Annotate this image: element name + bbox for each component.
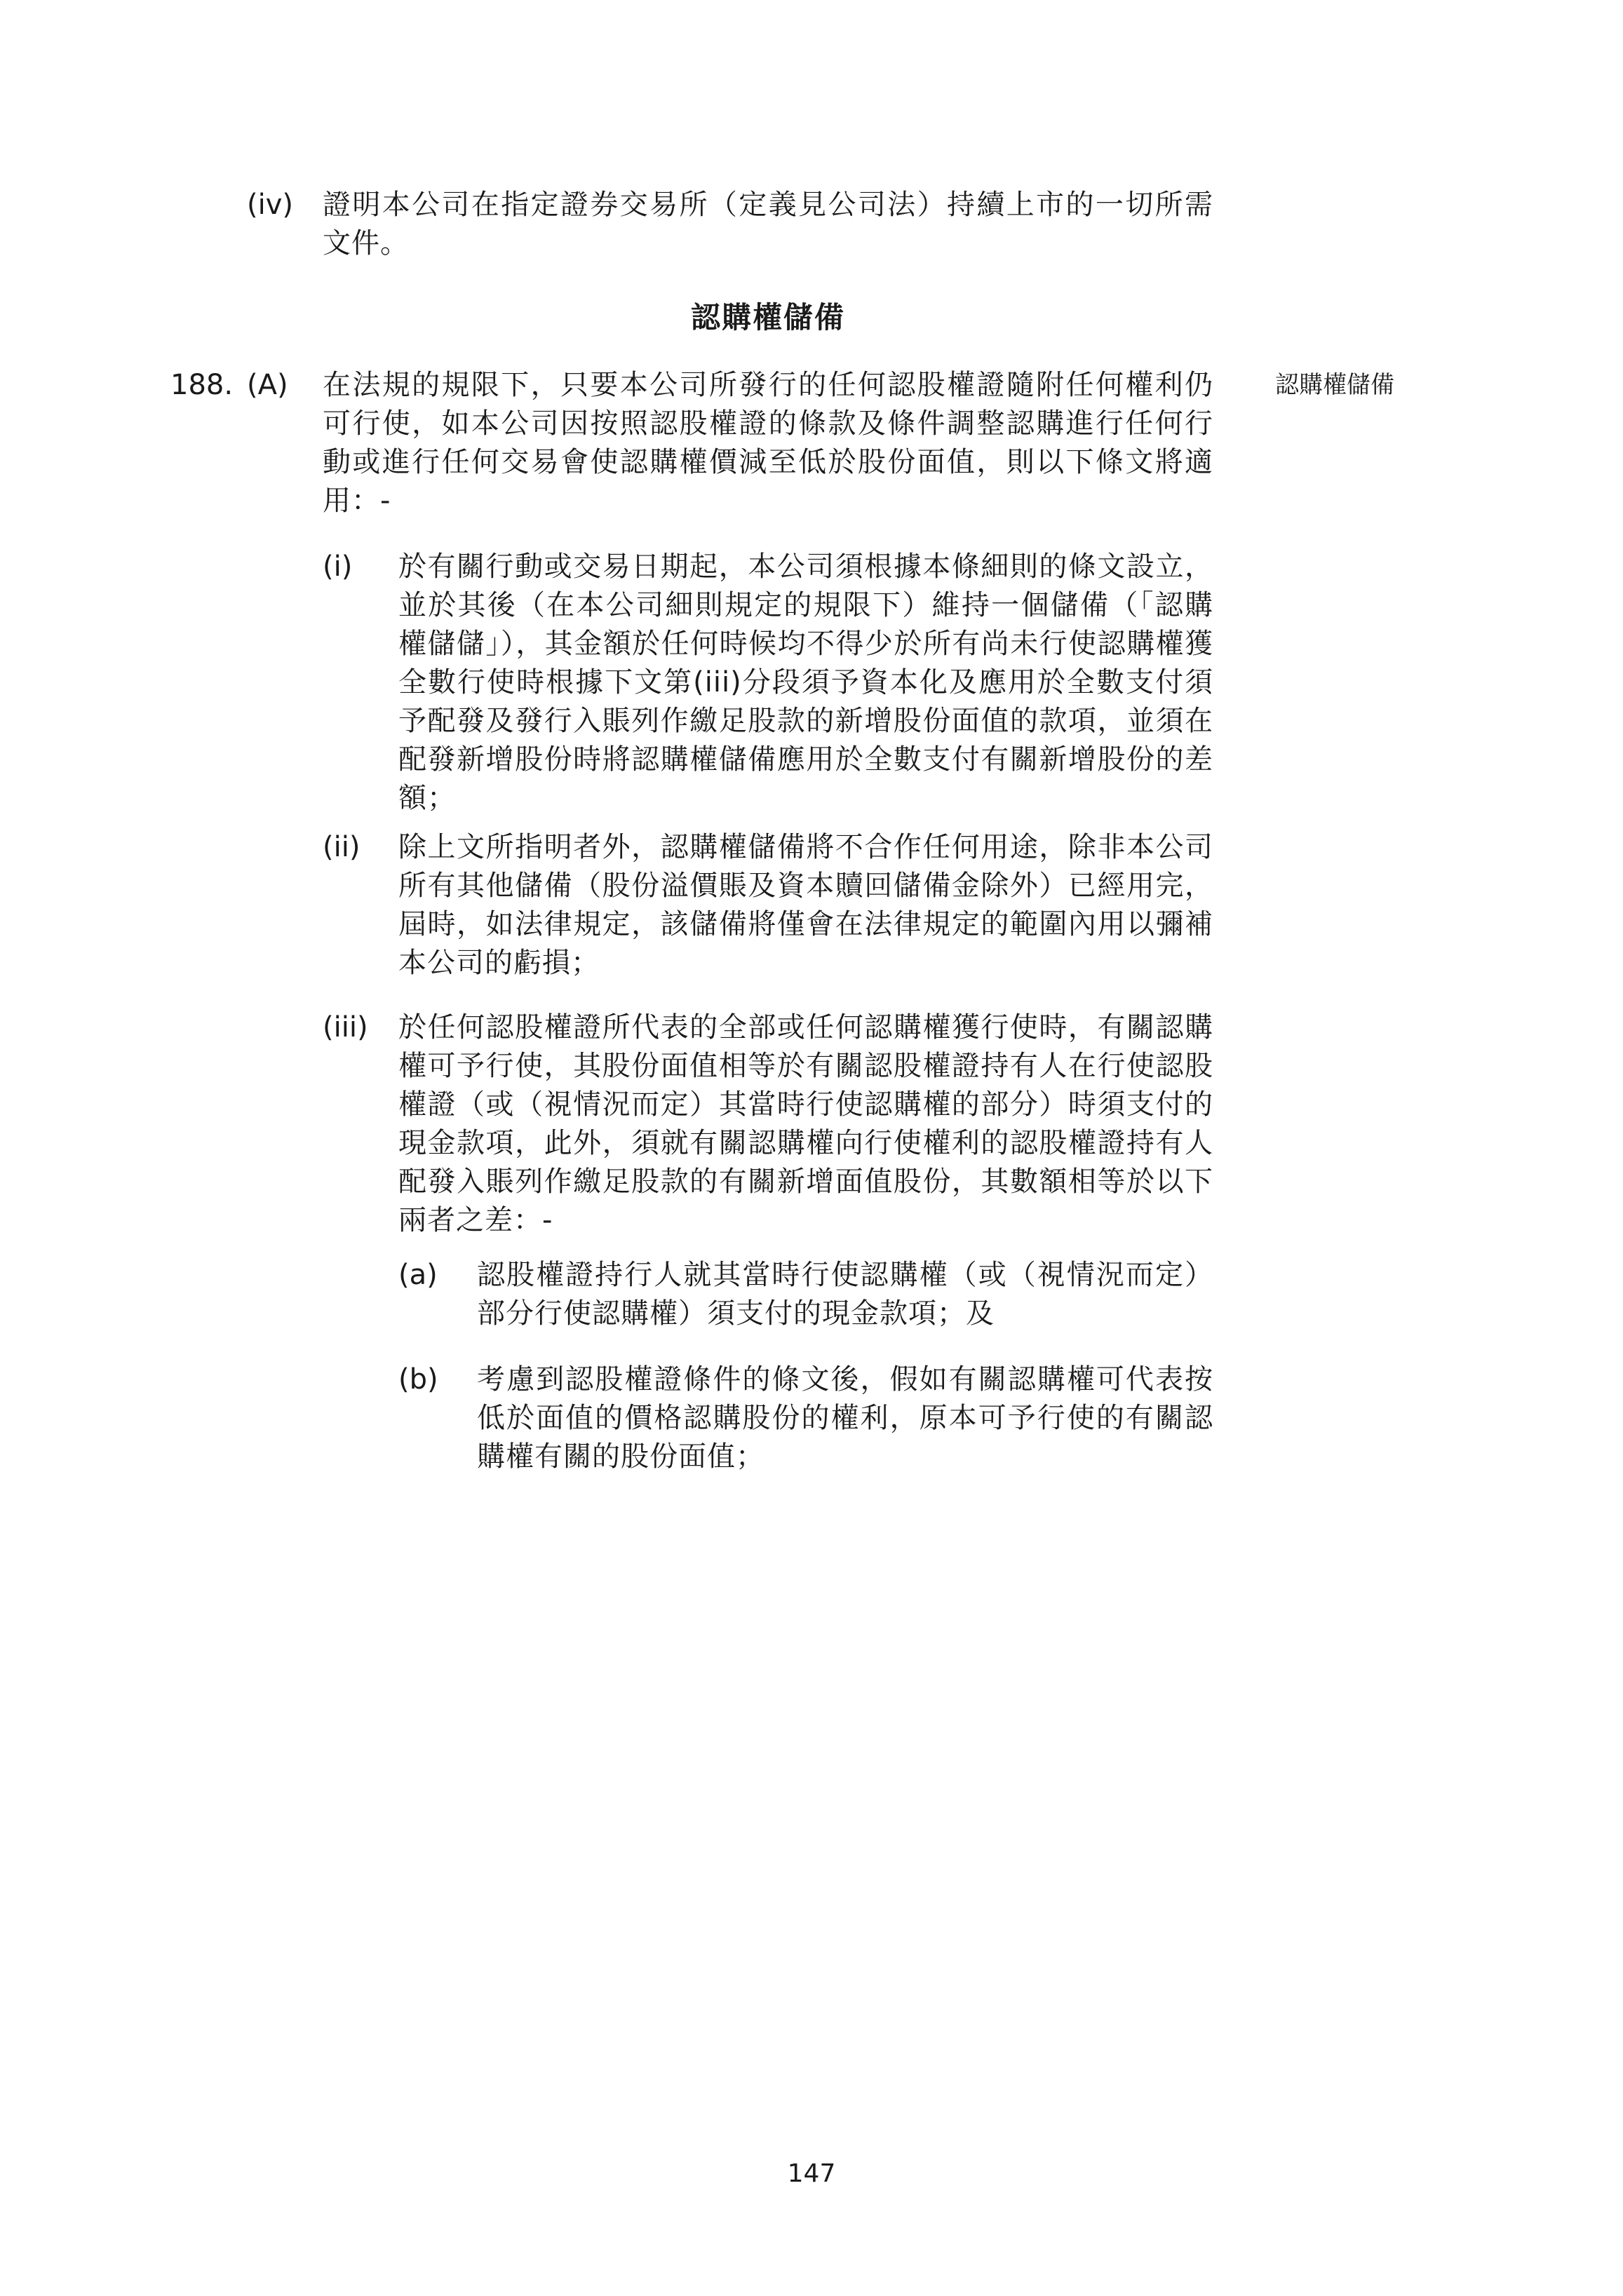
item-i-label: (i)	[323, 551, 353, 583]
page-number: 147	[787, 2159, 836, 2188]
article-label: (A)	[247, 369, 288, 401]
item-iii-text: 於任何認股權證所代表的全部或任何認購權獲行使時，有關認購權可予行使，其股份面值相等於有關認股權證持有人在行使認股權證（或（視情況而定）其當時行使認購權的部分）時須支付的現金款項，此外，須就有關認購權向行使權利的認股權證持有人配發入賬列作繳足股款的有關新增面值股份，其數額相等於以下兩者之差：-	[398, 1011, 1213, 1236]
subitem-a-text: 認股權證持行人就其當時行使認購權（或（視情況而定）部分行使認購權）須支付的現金款項；及	[477, 1259, 1213, 1330]
article-number: 188.	[170, 369, 234, 401]
subitem-a-label: (a)	[398, 1259, 438, 1291]
subitem-b-label: (b)	[398, 1363, 438, 1396]
article-text: 在法規的規限下，只要本公司所發行的任何認股權證隨附任何權利仍可行使，如本公司因按照認股權證的條款及條件調整認購進行任何行動或進行任何交易會使認購權價減至低於股份面值，則以下條文將適用：-	[323, 369, 1213, 517]
section-heading: 認購權儲備	[690, 300, 845, 335]
item-i-text: 於有關行動或交易日期起，本公司須根據本條細則的條文設立，並於其後（在本公司細則規定的規限下）維持一個儲備（「認購權儲儲」），其金額於任何時候均不得少於所有尚未行使認購權獲全數行使時根據下文第(iii)分段須予資本化及應用於全數支付須予配發及發行入賬列作繳足股款的新增股份面值的款項，並須在配發新增股份時將認購權儲備應用於全數支付有關新增股份的差額；	[398, 551, 1213, 814]
section-iv-text: 證明本公司在指定證券交易所（定義見公司法）持續上市的一切所需文件。	[323, 189, 1213, 259]
item-ii-text: 除上文所指明者外，認購權儲備將不合作任何用途，除非本公司所有其他儲備（股份溢價賬及資本贖回儲備金除外）已經用完，屆時，如法律規定，該儲備將僅會在法律規定的範圍內用以彌補本公司的虧損；	[398, 831, 1213, 979]
margin-note: 認購權儲備	[1275, 371, 1394, 399]
item-iii-label: (iii)	[323, 1011, 368, 1044]
section-iv-label: (iv)	[247, 189, 293, 221]
item-ii-label: (ii)	[323, 831, 361, 863]
subitem-b-text: 考慮到認股權證條件的條文後，假如有關認購權可代表按低於面值的價格認購股份的權利，原本可予行使的有關認購權有關的股份面值；	[477, 1363, 1213, 1473]
